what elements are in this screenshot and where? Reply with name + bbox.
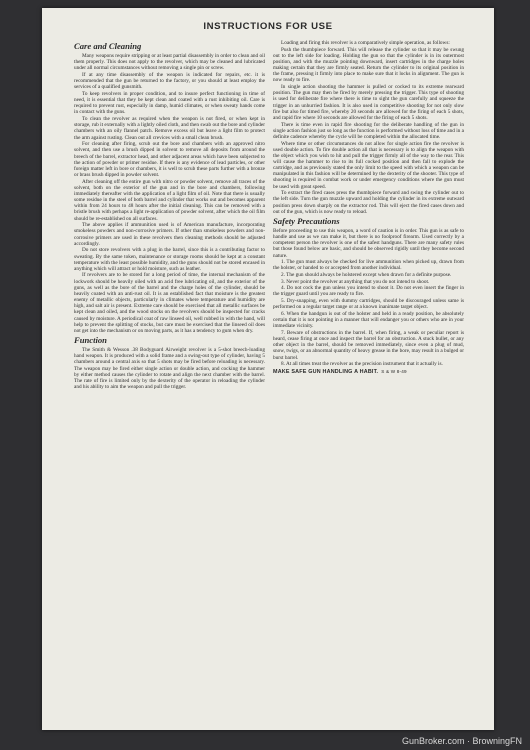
safety-rule: 1. The gun must always be checked for live ammunition when picked up, drawn from the holster, or handed to or accepted from another individual. [273,259,464,272]
motto-text: MAKE SAFE GUN HANDLING A HABIT. [273,369,379,376]
safety-rule: 3. Never point the revolver at anything that you do not intend to shoot. [281,278,430,285]
paragraph: Many weapons require stripping or at least partial disassembly in order to clean and oil them properly. This does not apply to the revolver, which may be cleaned and lubricated under all normal circumstances without removing a single pin or screw. [74,53,265,72]
safety-rule: 8. At all times treat the revolver as the precision instrument that it actually is. [281,361,443,368]
paragraph: Loading and firing this revolver is a comparatively simple operation, as follows: [281,40,450,46]
paragraph: If revolvers are to be stored for a long period of time, the internal mechanism of the lockwork should be heavily oiled with an acid free lubricating oil, and the exterior of the guns, as well as the bore of the barrel and the charge holes of the cylinder, should be heavily coated with an anti-rust oil. It is an established fact that moisture is the greatest enemy of metallic objects, particularly in climates where temperature and humidity are high, and salt air is present. Extreme care should be exercised that all metallic surfaces be kept clean and oiled, and the wood stocks on the revolvers should be inspected for cracks caused by moisture. A periodical coat of raw linseed oil, well rubbed in with the hand, will help to prevent the splitting of stocks, but care must be exercised that the linseed oil does not get into the mechanism or on moving parts, as it has a tendency to gum when dry. [74,272,265,334]
right-column [273,40,464,724]
paragraph: After cleaning off the entire gun with nitro or powder solvent, remove all traces of the solvent, both on the exterior of the gun and in the bore and chambers, following immediately thereafter with the application of a light film of oil. Note that there is usually some residue in the steel of both barrel and cylinder that works out and becomes apparent within from 24 hours to 48 hours after the initial cleaning. This can be removed with a bristle brush with perhaps a light re-application of powder solvent, after which the oil film should be re-established on all surfaces. [74,178,265,222]
paragraph: There is time even in rapid fire shooting for the deliberate handling of the gun in single action fashion just so long as the function is performed without loss of time and in a definite cadence whereby the cycle will be completed within the allocated time. [273,121,464,140]
paragraph: The Smith & Wesson .38 Bodyguard Airweight revolver is a 5-shot breech-loading hand weapon. It is produced with a solid frame and a swing-out type of cylinder, having 5 chambers around a central axis so that 5 shots may be fired before reloading is necessary. The weapon may be fired either single action or double action, and cocking the hammer by either method causes the cylinder to rotate and align the next chamber with the barrel. The rate of fire is limited only by the dexterity of the operator in reloading the cylinder and his ability to aim the weapon and pull the trigger. [74,347,265,390]
left-column [74,40,265,724]
paragraph: Push the thumbpiece forward. This will release the cylinder so that it may be swung out to the left side for loading. Holding the gun so that the cylinder is in its outermost position, and with the muzzle pointing downward, insert cartridges in the charge holes making certain that they are firmly seated. Return the cylinder to its original position in the frame, pressing it firmly into place to make sure that it locks in alignment. The gun is now ready to fire. [273,46,464,84]
instruction-sheet [42,8,494,730]
safety-rule: 4. Do not cock the gun unless you intend to shoot it. Do not even insert the finger in the trigger guard until you are ready to fire. [273,285,464,298]
paragraph: For cleaning after firing, scrub out the bore and chambers with an approved nitro solvent, and then use a brush dipped in solvent to remove all deposits from around the breech of the barrel, extractor head, and other adjacent areas which have been subjected to the action of powder or primer residue. If there is any evidence of lead particles, or other foreign matter left in bore or chambers, it is well to scrub these parts further with a bronze or brass brush dipped in powder solvent. [74,141,265,178]
paragraph: If at any time disassembly of the weapon is indicated for repairs, etc. it is recommended that the gun be returned to the factory, or you should at least employ the services of a qualified gunsmith. [74,71,265,91]
section-heading: Care and Cleaning [74,41,142,51]
paragraph: Where time or other circumstances do not allow for single action fire the revolver is used double action. To fire double action all that is necessary is to align the weapon with the object which you wish to hit and pull the trigger firmly all of the way to the rear. This will cause the hammer to rise to its full cocked position and then fall to explode the cartridge, and as previously stated the only limit to the speed with which a weapon can be manipulated in this fashion will be determined by the dexterity of the shooter. This type of shooting is required in combat work or under emergency conditions where the gun must be used with great speed. [273,140,464,190]
paragraph: To keep revolvers in proper condition, and to insure perfect functioning in time of need, it is essential that they be kept clean and coated with a rust inhibiting oil. Care is required to prevent rust, especially in damp, humid climates, or when sweaty hands come in contact with the guns. [74,90,265,116]
safety-rule: 6. When the handgun is out of the holster and held in a ready position, be absolutely certain that it is not pointing in a manner that will endanger you or others who are in your immediate vicinity. [273,310,464,330]
page-title: INSTRUCTIONS FOR USE [203,21,333,32]
form-code: S & W 8-49 [381,369,407,375]
safety-rule: 2. The gun should always be holstered except when drawn for a definite purpose. [281,271,452,278]
paragraph: To clean the revolver as required when the weapon is not fired, or when kept in storage, rub it externally with a lightly oiled cloth, and then swab out the bore and cylinder chambers with an oily flannel patch. Remove excess oil but leave a light film to protect the arm against rusting. Clean out all crevices with a small clean brush. [74,116,265,141]
paragraph: In single action shooting the hammer is pulled or cocked to its extreme rearward position. The gun may then be fired by merely pressing the trigger. This type of shooting is used for deliberate fire where there is time to sight the gun carefully and squeeze the trigger in an unhurried fashion. It is also used in competitive shooting for not only slow fire but also for timed fire, whereby 20 seconds are allowed for the firing of each 5 shots, and rapid fire where 10 seconds are allowed for the firing of each 5 shots. [273,84,464,121]
paragraph: The above applies if ammunition used is of American manufacture, incorporating smokeless powders and non-corrosive primers. If other than smokeless powders and non-corrosive primers are used in these revolvers then cleaning methods should be adjusted accordingly. [74,222,265,247]
paragraph: To extract the fired cases press the thumbpiece forward and swing the cylinder out to the left side. Turn the gun muzzle upward and holding the cylinder in its extreme outward position press down sharply on the extractor rod. This will eject the fired cases down and out of the gun, which is now ready to reload. [273,190,464,215]
section-heading: Function [74,335,107,346]
safety-rule: 5. Dry-snapping, even with dummy cartridges, should be discouraged unless same is performed on a regular target range or at a known inanimate target object. [273,298,464,311]
safety-motto [273,369,464,375]
watermark-text: GunBroker.com · BrowningFN [401,736,522,746]
safety-rule: 7. Beware of obstructions in the barrel. If, when firing, a weak or peculiar report is heard, cease firing at once and inspect the barrel for an obstruction. A stuck bullet, or any other object in the barrel, should be removed immediately, since even a plug of mud, snow, twigs, or an abnormal quantity of heavy grease in the bore, may result in a bulged or burst barrel. [273,329,464,361]
section-heading: Safety Precautions [273,215,340,226]
paragraph: Do not store revolvers with a plug in the barrel, since this is a contributing factor to sweating. By the same token, maintenance or storage rooms should be kept at a constant temperature with the least possible humidity, and the guns should not be stored encased in anything which will attract or hold moisture, such as leather. [74,247,265,272]
paragraph: Before proceeding to use this weapon, a word of caution is in order. This gun is as safe to handle and use as we can make it, but there is no foolproof firearm. Used correctly by a competent person the revolver is one of the safest handguns. There are many safety rules but those found below are basic, and should be observed rigidly until they become second nature. [273,227,464,259]
